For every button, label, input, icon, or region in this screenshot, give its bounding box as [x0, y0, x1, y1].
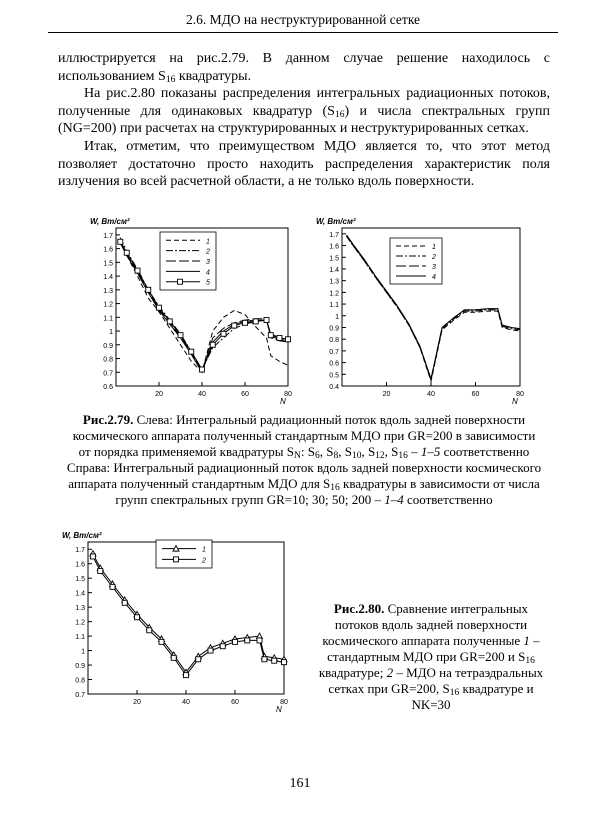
data-point-square — [110, 584, 115, 589]
y-axis-label: W, Вт/см² — [62, 531, 102, 540]
data-point-square — [159, 639, 164, 644]
data-point-square — [277, 335, 282, 340]
data-point-square — [189, 349, 194, 354]
y-tick-label: 1.6 — [329, 243, 339, 251]
y-tick-label: 0.7 — [103, 370, 113, 378]
data-point-square — [262, 657, 267, 662]
y-tick-label: 0.9 — [103, 342, 113, 350]
running-header: 2.6. МДО на неструктурированной сетке — [185, 12, 421, 27]
legend-label-3: 3 — [206, 259, 210, 266]
figure-279-caption: Рис.2.79. Слева: Интегральный радиационный поток вдоль задней поверхности космического аппарата полученный стандартным МДО при GR=200 в зависимости от порядка применяемой квадратуры $S_N$: $S_6$, $S_8$, $S_{10}$, $S_{12}$, $S_{16} - 1-5$ соответственно Справа: Интегральный радиационный поток вдоль задней поверхности космического аппарата полученный стандартным МДО для $S_{16}$ квадратуры в зависимости от числа групп спектральных групп GR=10; 30; 50; 200 – 1–4 соответственно — [66, 412, 542, 507]
y-tick-label: 0.8 — [329, 337, 339, 345]
y-tick-label: 1.3 — [75, 605, 85, 613]
y-tick-label: 0.4 — [329, 384, 339, 391]
figure-280-caption: Рис.2.80. Сравнение интегральных потоков вдоль задней поверхности космического аппарата полученные 1 – стандартным МДО при GR=200 и $S_{16}$ квадратуре; 2 – МДО на тетраэдральных сетках при GR=200, $S_{16}$ квадратуре и NK=30 — [318, 601, 544, 712]
data-point-square — [208, 648, 213, 653]
data-point-square — [196, 657, 201, 662]
header-divider — [48, 32, 558, 33]
y-tick-label: 1.1 — [75, 634, 85, 642]
data-point-square — [245, 638, 250, 643]
x-axis-label: N — [512, 397, 518, 406]
data-point-square — [221, 331, 226, 336]
data-point-square — [147, 628, 152, 633]
y-tick-label: 1.5 — [329, 255, 339, 263]
legend-marker-square — [178, 279, 183, 284]
legend-label-5: 5 — [206, 279, 210, 287]
y-tick-label: 1.1 — [103, 315, 113, 323]
y-tick-label: 1.2 — [103, 301, 113, 309]
data-point-square — [220, 644, 225, 649]
figure-279-right-chart — [310, 212, 532, 412]
data-point-square — [122, 600, 127, 605]
data-point-square — [124, 250, 129, 255]
data-point-square — [232, 323, 237, 328]
data-point-square — [243, 320, 248, 325]
x-tick-label: 60 — [471, 391, 480, 398]
y-axis-label: W, Вт/см² — [316, 217, 356, 226]
data-point-square — [233, 639, 238, 644]
y-tick-label: 1 — [335, 313, 339, 321]
paragraph-3: Итак, отметим, что преимуществом МДО является то, что этот метод позволяет достаточно просто находить распределения характеристик поля излучения во всей расчетной области, а не только вдоль поверхности. — [58, 138, 550, 190]
series-line-2 — [93, 557, 284, 676]
x-tick-label: 80 — [280, 699, 288, 706]
legend-label-3: 3 — [432, 264, 436, 271]
data-point-square — [264, 318, 269, 323]
data-point-square — [268, 333, 273, 338]
y-axis-label: W, Вт/см² — [90, 217, 130, 226]
data-point-square — [135, 615, 140, 620]
legend-marker-square — [174, 557, 179, 562]
x-tick-label: 60 — [241, 391, 249, 398]
data-point-square — [272, 658, 277, 663]
data-point-square — [171, 655, 176, 660]
y-tick-label: 1.5 — [103, 260, 113, 268]
data-point-square — [135, 268, 140, 273]
data-point-square — [98, 568, 103, 573]
series-line-1 — [93, 554, 284, 673]
legend-label-4: 4 — [206, 269, 210, 277]
paragraph-2: На рис.2.80 показаны распределения интегральных радиационных потоков, полученные для одинаковых квадратур $(S_{16})$ и числа спектральных групп (NG=200) при расчетах на структурированных и неструктурированных сетках. — [58, 86, 551, 137]
y-tick-label: 0.9 — [75, 663, 85, 671]
x-tick-label: 20 — [382, 391, 391, 398]
data-point-square — [286, 337, 291, 342]
x-tick-label: 40 — [427, 391, 435, 398]
figure-280-chart — [50, 528, 296, 724]
y-tick-label: 1.3 — [103, 287, 113, 295]
y-tick-label: 0.8 — [75, 677, 85, 685]
x-tick-label: 40 — [198, 391, 206, 398]
x-tick-label: 80 — [516, 391, 524, 398]
y-tick-label: 0.6 — [103, 384, 113, 391]
data-point-square — [210, 342, 215, 347]
y-tick-label: 1.2 — [75, 619, 85, 627]
data-point-square — [118, 239, 123, 244]
y-tick-label: 0.7 — [329, 348, 339, 356]
page-number: 161 — [289, 776, 311, 791]
y-tick-label: 1.6 — [103, 246, 113, 254]
x-axis-label: N — [276, 705, 282, 714]
body-text — [58, 50, 550, 191]
x-tick-label: 80 — [284, 391, 292, 398]
x-tick-label: 20 — [133, 699, 141, 706]
y-tick-label: 1 — [109, 329, 113, 337]
y-tick-label: 0.8 — [103, 356, 113, 364]
data-point-square — [200, 367, 205, 372]
y-tick-label: 1.4 — [103, 274, 113, 282]
figure-279-left-chart — [86, 212, 300, 412]
data-point-square — [282, 660, 287, 665]
data-point-square — [178, 333, 183, 338]
x-tick-label: 20 — [155, 391, 163, 398]
x-axis-label: N — [280, 397, 286, 406]
y-tick-label: 1.5 — [75, 576, 85, 584]
data-point-square — [90, 554, 95, 559]
legend-label-1: 1 — [206, 238, 210, 246]
data-point-square — [257, 638, 262, 643]
legend-label-4: 4 — [432, 274, 436, 281]
y-tick-label: 1.7 — [329, 231, 339, 239]
data-point-square — [146, 287, 151, 292]
y-tick-label: 0.5 — [329, 372, 339, 380]
y-tick-label: 1.7 — [103, 232, 113, 240]
y-tick-label: 1.2 — [329, 290, 339, 298]
y-tick-label: 1.4 — [75, 590, 85, 598]
y-tick-label: 0.9 — [329, 325, 339, 333]
legend-label-1: 1 — [202, 546, 206, 554]
data-point-square — [253, 319, 258, 324]
legend-label-2: 2 — [202, 557, 206, 565]
y-tick-label: 0.7 — [75, 692, 85, 699]
x-tick-label: 40 — [182, 699, 190, 706]
data-point-square — [184, 673, 189, 678]
y-tick-label: 1 — [81, 648, 85, 656]
legend-label-1: 1 — [432, 244, 436, 251]
legend-label-2: 2 — [206, 248, 210, 256]
y-tick-label: 1.3 — [329, 278, 339, 286]
paragraph-1: иллюстрируется на рис.2.79. В данном случае решение находилось с использованием $S_{16}$ квадратуры. — [58, 51, 550, 85]
x-tick-label: 60 — [231, 699, 239, 706]
data-point-square — [157, 305, 162, 310]
y-tick-label: 0.6 — [329, 360, 339, 368]
y-tick-label: 1.7 — [75, 547, 85, 555]
legend-label-2: 2 — [432, 254, 436, 261]
y-tick-label: 1.1 — [329, 302, 339, 310]
y-tick-label: 1.4 — [329, 266, 339, 274]
y-tick-label: 1.6 — [75, 561, 85, 569]
data-point-square — [167, 319, 172, 324]
